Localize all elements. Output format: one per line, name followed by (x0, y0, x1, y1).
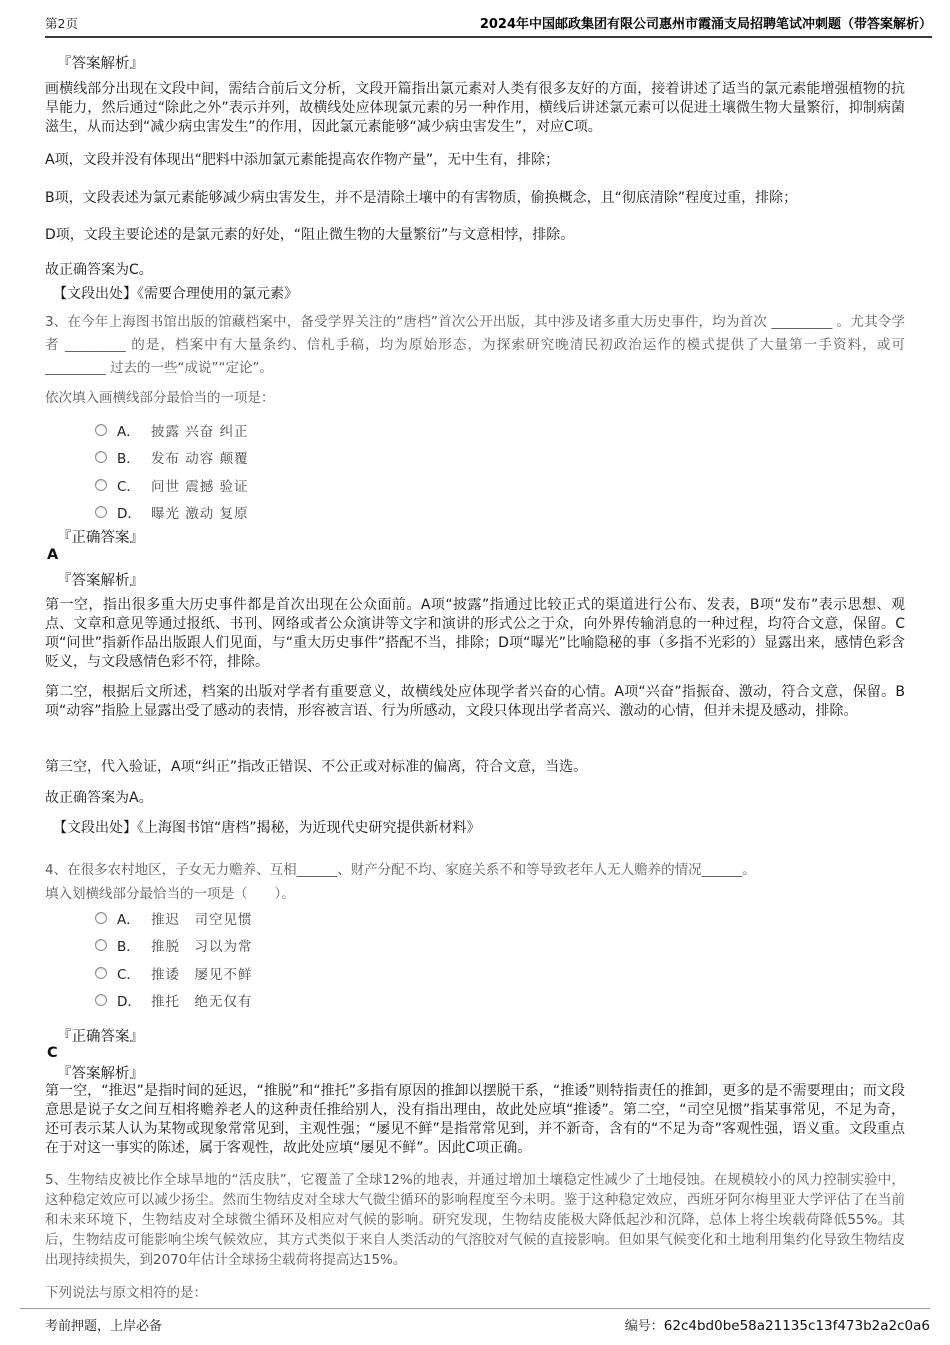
question-4-option-d[interactable] (95, 987, 595, 1015)
option-letter: A． (117, 423, 140, 440)
footer-divider (20, 1308, 930, 1309)
footer-serial (625, 1315, 930, 1334)
question-3-option-c[interactable] (95, 471, 595, 499)
question-4-prompt: 填入划横线部分最恰当的一项是（ ）。 (45, 886, 295, 902)
radio-button-icon[interactable] (95, 939, 107, 951)
q4-analysis-paragraph-1: 第一空，“推迟”是指时间的延迟，“推脱”和“推托”多指有原因的推卸以摆脱干系，“推诿”则特指责任的推卸，更多的是不需要理由；而文段意思是说子女之间互相将赡养老人的这种责任推给别人，没有指出理由，故此处应填“推诿”。第二空，“司空见惯”指某事常见，不足为奇，还可表示某人认为某物或现象常常见到，主观性强；“屡见不鲜”是指常常见到，并不新奇，含有的“不足为奇”客观性强，语义重。文段重点在于对这一事实的陈述，属于客观性，故此处应填“屡见不鲜”。因此C项正确。 (45, 1083, 905, 1156)
radio-button-icon[interactable] (95, 912, 107, 924)
option-letter: C． (117, 966, 140, 983)
question-3-options (95, 416, 595, 526)
radio-button-icon[interactable] (95, 994, 107, 1006)
option-text: 披露 兴奋 纠正 (151, 423, 249, 440)
option-text: 发布 动容 颠覆 (151, 451, 249, 468)
q3-correct-answer-heading: 『正确答案』 (57, 530, 144, 546)
question-3-option-a[interactable] (95, 416, 595, 444)
question-4-options (95, 904, 595, 1014)
q2-passage-source: 【文段出处】《需要合理使用的氯元素》 (53, 286, 298, 302)
q3-conclusion: 故正确答案为A。 (45, 790, 153, 806)
q4-correct-answer-heading: 『正确答案』 (57, 1029, 144, 1045)
q3-passage-source: 【文段出处】《上海图书馆“唐档”揭秘，为近现代史研究提供新材料》 (53, 820, 481, 836)
footer-slogan: 考前押题，上岸必备 (45, 1319, 163, 1334)
option-letter: B． (117, 451, 140, 468)
option-text: 推托 绝无仅有 (151, 994, 253, 1011)
question-3-stem: 3、在今年上海图书馆出版的馆藏档案中，备受学界关注的“唐档”首次公开出版，其中涉及诸多重大历史事件，均为首次 _________ 。尤其令学者 _________ 的是，档案中有大量条约、信札手稿，均为原始形态，为探索研究晚清民初政治运作的模式提供了大量第一手资料，或可 _________ 过去的一些“成说”“定论”。 (45, 314, 905, 376)
option-text: 推诿 屡见不鲜 (151, 966, 253, 983)
question-4-option-b[interactable] (95, 932, 595, 960)
question-3-prompt: 依次填入画横线部分最恰当的一项是： (45, 390, 275, 406)
q4-correct-answer: C (47, 1045, 58, 1061)
radio-button-icon[interactable] (95, 506, 107, 518)
option-text: 推脱 习以为常 (151, 939, 253, 956)
question-4-option-c[interactable] (95, 959, 595, 987)
q2-conclusion: 故正确答案为C。 (45, 262, 153, 278)
q2-analysis-heading: 『答案解析』 (57, 56, 144, 72)
q3-analysis-paragraph-2: 第二空，根据后文所述，档案的出版对学者有重要意义，故横线处应体现学者兴奋的心情。A项“兴奋”指振奋、激动，符合文意，保留。B项“动容”指脸上显露出受了感动的表情，形容被言语、行为所感动，文段只体现出学者高兴、激动的心情，但并未提及感动，排除。 (45, 684, 905, 719)
footer-serial-label: 编号： (624, 1319, 664, 1334)
radio-button-icon[interactable] (95, 479, 107, 491)
option-text: 问世 震撼 验证 (151, 478, 249, 495)
q3-analysis-heading: 『答案解析』 (57, 573, 144, 589)
page-header (45, 0, 932, 38)
footer-serial-value: 62c4bd0be58a21135c13f473b2a2c0a6 (663, 1318, 930, 1334)
question-4-stem: 4、在很多农村地区，子女无力赡养、互相______、财产分配不均、家庭关系不和等导致老年人无人赡养的情况______。 (45, 862, 756, 878)
q3-correct-answer: A (47, 547, 59, 563)
question-5-stem: 5、生物结皮被比作全球旱地的“活皮肤”，它覆盖了全球12%的地表，并通过增加土壤稳定性减少了土地侵蚀。在规模较小的风力控制实验中，这种稳定效应可以减少扬尘。然而生物结皮对全球大气微尘循环的影响程度至今未明。鉴于这种稳定效应，西班牙阿尔梅里亚大学评估了在当前和未来环境下，生物结皮对全球微尘循环及相应对气候的影响。研究发现，生物结皮能极大降低起沙和沉降，总体上将尘埃载荷降低55%。其后，生物结皮可能影响尘埃气候效应，其方式类似于来自人类活动的气溶胶对气候的直接影响。但如果气候变化和土地利用集约化导致生物结皮出现持续损失，到2070年估计全球扬尘载荷将提高达15%。 (45, 1172, 905, 1268)
q3-analysis-paragraph-1: 第一空，指出很多重大历史事件都是首次出现在公众面前。A项“披露”指通过比较正式的渠道进行公布、发表，B项“发布”表示思想、观点、文章和意见等通过报纸、书刊、网络或者公众演讲等文字和演讲的形式公之于众，向外界传输消息的一种过程，均符合文意，保留。C项“问世”指新作品出版跟人们见面，与“重大历史事件”搭配不当，排除；D项“曝光”比喻隐秘的事（多指不光彩的）显露出来，感情色彩含贬义，与文段感情色彩不符，排除。 (45, 597, 905, 670)
radio-button-icon[interactable] (95, 451, 107, 463)
q4-analysis-heading: 『答案解析』 (57, 1066, 144, 1082)
option-letter: B． (117, 939, 140, 956)
q3-analysis-paragraph-3: 第三空，代入验证，A项“纠正”指改正错误、不公正或对标准的偏离，符合文意，当选。 (45, 759, 588, 775)
q2-analysis-option-b: B项，文段表述为氯元素能够减少病虫害发生，并不是清除土壤中的有害物质，偷换概念，且“彻底清除”程度过重，排除； (45, 190, 798, 206)
option-letter: A． (117, 911, 140, 928)
option-text: 曝光 激动 复原 (151, 506, 249, 523)
question-5-prompt: 下列说法与原文相符的是： (45, 1285, 207, 1301)
question-3-option-d[interactable] (95, 499, 595, 527)
q2-analysis-option-d: D项，文段主要论述的是氯元素的好处，“阻止微生物的大量繁衍”与文意相悖，排除。 (45, 227, 575, 243)
option-text: 推迟 司空见惯 (151, 911, 253, 928)
question-3-option-b[interactable] (95, 444, 595, 472)
radio-button-icon[interactable] (95, 967, 107, 979)
option-letter: D． (117, 994, 141, 1011)
radio-button-icon[interactable] (95, 424, 107, 436)
option-letter: D． (117, 506, 141, 523)
document-title: 2024年中国邮政集团有限公司惠州市霞涌支局招聘笔试冲刺题（带答案解析） (479, 17, 932, 32)
question-4-option-a[interactable] (95, 904, 595, 932)
q2-analysis-option-a: A项，文段并没有体现出“肥料中添加氯元素能提高农作物产量”，无中生有，排除； (45, 152, 560, 168)
page-number: 第2页 (45, 16, 78, 31)
option-letter: C． (117, 478, 140, 495)
page-footer (45, 1315, 930, 1334)
q2-analysis-main: 画横线部分出现在文段中间，需结合前后文分析，文段开篇指出氯元素对人类有很多友好的方面，接着讲述了适当的氯元素能增强植物的抗旱能力，然后通过“除此之外”表示并列，故横线处应体现氯元素的另一种作用，横线后讲述氯元素可以促进土壤微生物大量繁衍，抑制病菌滋生，从而达到“减少病虫害发生”的作用，因此氯元素能够“减少病虫害发生”，对应C项。 (45, 81, 905, 135)
